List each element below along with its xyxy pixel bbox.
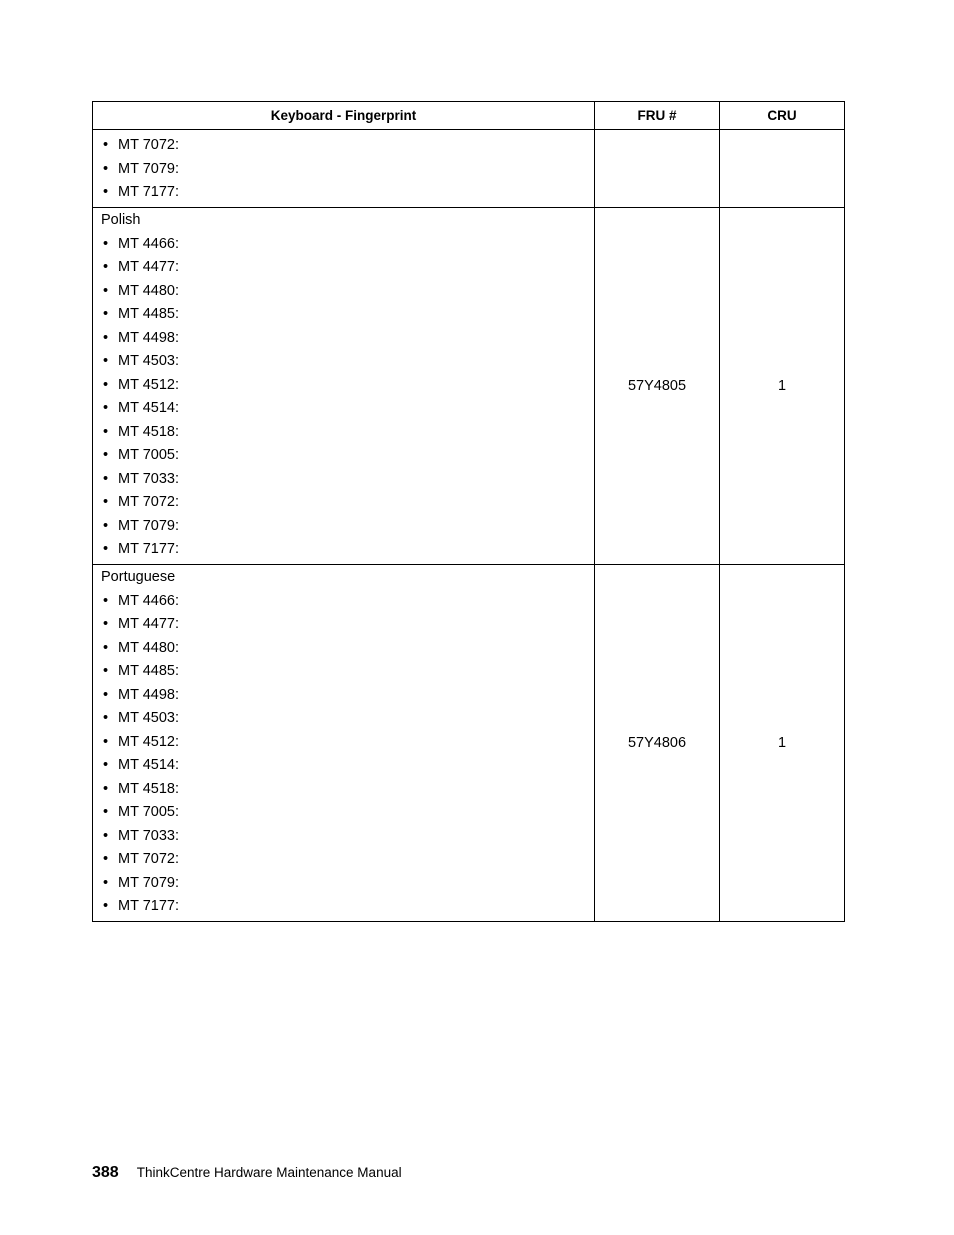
- model-type: MT 7072:: [118, 137, 179, 153]
- model-type: MT 7177:: [118, 184, 179, 200]
- list-item: [101, 444, 594, 468]
- table-header-row: [93, 102, 844, 129]
- model-type: MT 4514:: [118, 757, 179, 773]
- model-type: MT 4512:: [118, 376, 179, 393]
- section-title: Portuguese: [101, 568, 176, 585]
- list-item: [101, 731, 594, 755]
- bullet-icon: •: [103, 282, 109, 299]
- list-item: [101, 350, 594, 374]
- bullet-icon: •: [103, 137, 109, 153]
- bullet-icon: •: [103, 851, 109, 867]
- list-item: [101, 684, 594, 708]
- bullet-icon: •: [103, 757, 109, 773]
- bullet-icon: •: [103, 780, 109, 797]
- model-type: MT 4518:: [118, 423, 179, 440]
- bullet-icon: •: [103, 517, 109, 534]
- header-description: Keyboard - Fingerprint: [93, 102, 595, 129]
- continuation-cru: [720, 130, 844, 207]
- header-fru: FRU #: [595, 102, 720, 129]
- bullet-icon: •: [103, 306, 109, 322]
- bullet-icon: •: [103, 423, 109, 440]
- list-item: [101, 327, 594, 351]
- model-type: MT 7033:: [118, 827, 179, 844]
- list-item: [101, 397, 594, 421]
- model-type: MT 4466:: [118, 235, 179, 252]
- list-item: [101, 872, 594, 896]
- list-item: [101, 158, 594, 182]
- model-type: MT 4498:: [118, 329, 179, 346]
- document-title: ThinkCentre Hardware Maintenance Manual: [136, 1165, 402, 1180]
- bullet-icon: •: [103, 639, 109, 656]
- list-item: [101, 134, 594, 158]
- list-item: [101, 590, 594, 614]
- model-type: MT 4518:: [118, 780, 179, 797]
- model-type: MT 7072:: [118, 494, 179, 510]
- header-cru: CRU: [767, 108, 797, 123]
- bullet-icon: •: [103, 353, 109, 369]
- bullet-icon: •: [103, 541, 109, 557]
- polish-cru-value: 1: [777, 377, 787, 394]
- list-item: [101, 280, 594, 304]
- model-type: MT 7079:: [118, 874, 179, 891]
- list-item: [101, 233, 594, 257]
- list-item: [101, 613, 594, 637]
- model-type: MT 4514:: [118, 400, 179, 416]
- bullet-icon: •: [103, 874, 109, 891]
- list-item: [101, 421, 594, 445]
- list-item: [101, 491, 594, 515]
- bullet-icon: •: [103, 329, 109, 346]
- bullet-icon: •: [103, 376, 109, 393]
- model-type: MT 7033:: [118, 470, 179, 487]
- list-item: [101, 848, 594, 872]
- table-row-portuguese: [93, 564, 844, 921]
- model-type: MT 7005:: [118, 804, 179, 820]
- continuation-fru: [595, 130, 720, 207]
- list-item: [101, 825, 594, 849]
- bullet-icon: •: [103, 663, 109, 679]
- portuguese-description: [93, 565, 595, 921]
- list-item: [101, 895, 594, 919]
- table-row-polish: [93, 207, 844, 564]
- list-item: [101, 181, 594, 205]
- model-type: MT 4477:: [118, 616, 179, 632]
- model-type: MT 7079:: [118, 160, 179, 177]
- model-type: MT 4503:: [118, 353, 179, 369]
- list-item: [101, 707, 594, 731]
- polish-fru-number: 57Y4805: [595, 208, 720, 564]
- bullet-icon: •: [103, 447, 109, 463]
- model-type: MT 4512:: [118, 733, 179, 750]
- model-type: MT 7177:: [118, 541, 179, 557]
- model-type: MT 4485:: [118, 663, 179, 679]
- bullet-icon: •: [103, 592, 109, 609]
- portuguese-cru-value: 1: [777, 734, 787, 751]
- polish-description: [93, 208, 595, 564]
- list-item: [101, 256, 594, 280]
- list-item: [101, 538, 594, 562]
- list-item: [101, 801, 594, 825]
- model-type: MT 4498:: [118, 686, 179, 703]
- bullet-icon: •: [103, 827, 109, 844]
- list-item: [101, 637, 594, 661]
- fru-table: [92, 101, 845, 922]
- page-footer: [92, 1164, 402, 1182]
- bullet-icon: •: [103, 494, 109, 510]
- list-item: [101, 468, 594, 492]
- bullet-icon: •: [103, 710, 109, 726]
- model-type: MT 4503:: [118, 710, 179, 726]
- model-type: MT 7079:: [118, 517, 179, 534]
- list-item: [101, 374, 594, 398]
- bullet-icon: •: [103, 160, 109, 177]
- model-type: MT 4485:: [118, 306, 179, 322]
- model-type: MT 4480:: [118, 639, 179, 656]
- bullet-icon: •: [103, 686, 109, 703]
- bullet-icon: •: [103, 733, 109, 750]
- model-type: MT 4480:: [118, 282, 179, 299]
- model-type: MT 4477:: [118, 259, 179, 275]
- bullet-icon: •: [103, 804, 109, 820]
- page-number: 388: [92, 1164, 119, 1181]
- list-item: [101, 754, 594, 778]
- section-title: Polish: [101, 211, 141, 228]
- model-type: MT 7072:: [118, 851, 179, 867]
- list-item: [101, 778, 594, 802]
- model-type: MT 7005:: [118, 447, 179, 463]
- bullet-icon: •: [103, 184, 109, 200]
- list-item: [101, 660, 594, 684]
- bullet-icon: •: [103, 616, 109, 632]
- bullet-icon: •: [103, 259, 109, 275]
- list-item: [101, 515, 594, 539]
- bullet-icon: •: [103, 235, 109, 252]
- portuguese-fru-number: 57Y4806: [595, 565, 720, 921]
- bullet-icon: •: [103, 400, 109, 416]
- list-item: [101, 303, 594, 327]
- continuation-description: [93, 130, 595, 207]
- bullet-icon: •: [103, 470, 109, 487]
- table-row-continuation: [93, 129, 844, 207]
- model-type: MT 7177:: [118, 898, 179, 914]
- model-type: MT 4466:: [118, 592, 179, 609]
- bullet-icon: •: [103, 898, 109, 914]
